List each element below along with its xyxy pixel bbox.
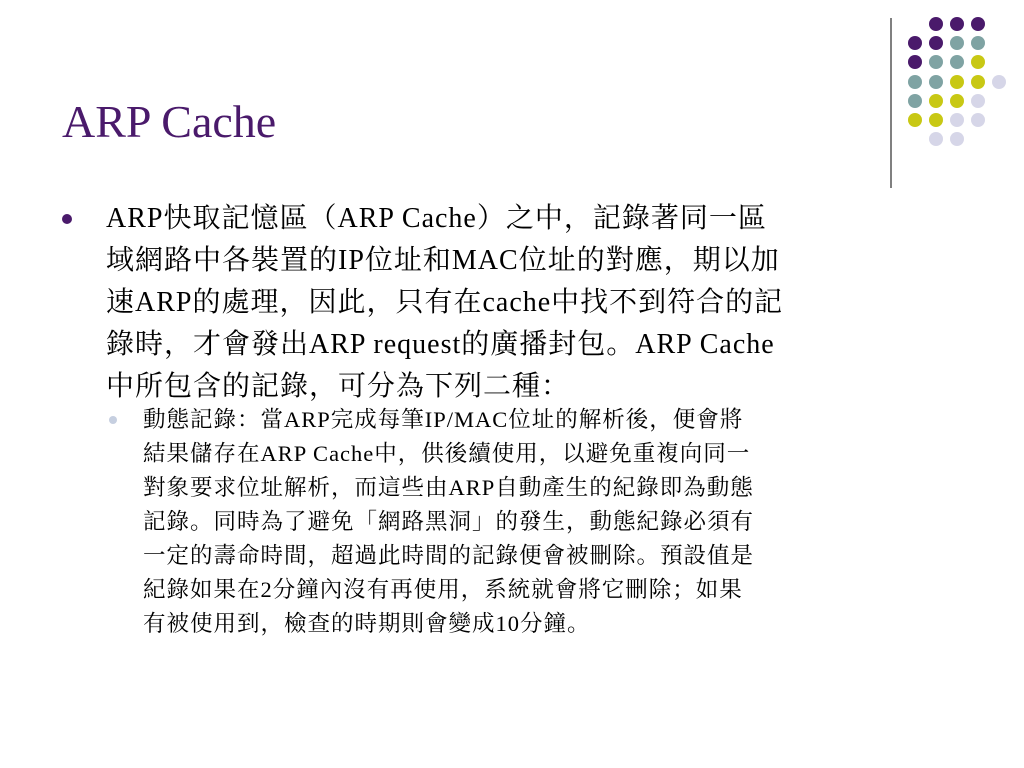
bullet-level1-text xyxy=(106,198,966,408)
slide-title: ARP Cache xyxy=(62,96,277,147)
bullet-level2-line: 一定的壽命時間，超過此時間的記錄便會被刪除。預設值是 xyxy=(143,543,755,568)
decorative-dot xyxy=(929,94,943,108)
decorative-dot xyxy=(929,17,943,31)
bullet-level1-icon xyxy=(62,214,72,224)
decorative-dot xyxy=(971,94,985,108)
bullet-level2-line: 記錄。同時為了避免「網路黑洞」的發生，動態紀錄必須有 xyxy=(143,509,755,534)
decorative-dot xyxy=(950,36,964,50)
bullet-level1-line: ARP快取記憶區（ARP Cache）之中，記錄著同一區 xyxy=(106,203,767,234)
bullet-level1-line: 域網路中各裝置的IP位址和MAC位址的對應，期以加 xyxy=(106,245,780,276)
bullet-level2-line: 有被使用到，檢查的時期則會變成10分鐘。 xyxy=(143,611,591,636)
bullet-level1-line: 中所包含的記錄，可分為下列二種： xyxy=(106,371,571,402)
bullet-level2-line: 對象要求位址解析，而這些由ARP自動產生的紀錄即為動態 xyxy=(143,475,754,500)
decorative-dot xyxy=(929,55,943,69)
decorative-dot xyxy=(950,113,964,127)
decorative-dot xyxy=(971,17,985,31)
bullet-level2-line: 結果儲存在ARP Cache中，供後續使用，以避免重複向同一 xyxy=(143,441,751,466)
decorative-dot xyxy=(950,132,964,146)
title-divider-line xyxy=(890,18,892,188)
decorative-dot xyxy=(908,36,922,50)
bullet-level2-icon xyxy=(109,416,117,424)
decorative-dot xyxy=(929,36,943,50)
decorative-dot xyxy=(950,17,964,31)
decorative-dot xyxy=(971,75,985,89)
decorative-dot xyxy=(929,75,943,89)
bullet-level2-text xyxy=(143,403,955,641)
decorative-dot xyxy=(971,36,985,50)
decorative-dot xyxy=(908,75,922,89)
decorative-dot xyxy=(950,75,964,89)
decorative-dot xyxy=(971,55,985,69)
bullet-level2-line: 動態記錄：當ARP完成每筆IP/MAC位址的解析後，便會將 xyxy=(143,407,744,432)
decorative-dot xyxy=(908,94,922,108)
decorative-dot xyxy=(950,94,964,108)
bullet-level1-line: 速ARP的處理，因此，只有在cache中找不到符合的記 xyxy=(106,287,784,318)
decorative-dot xyxy=(971,113,985,127)
decorative-dot xyxy=(929,132,943,146)
decorative-dot xyxy=(992,75,1006,89)
bullet-level2-line: 紀錄如果在2分鐘內沒有再使用，系統就會將它刪除；如果 xyxy=(143,577,743,602)
decorative-dot xyxy=(929,113,943,127)
decorative-dot xyxy=(950,55,964,69)
decorative-dot xyxy=(908,55,922,69)
bullet-level1-line: 錄時，才會發出ARP request的廣播封包。ARP Cache xyxy=(106,329,775,360)
decorative-dot xyxy=(908,113,922,127)
